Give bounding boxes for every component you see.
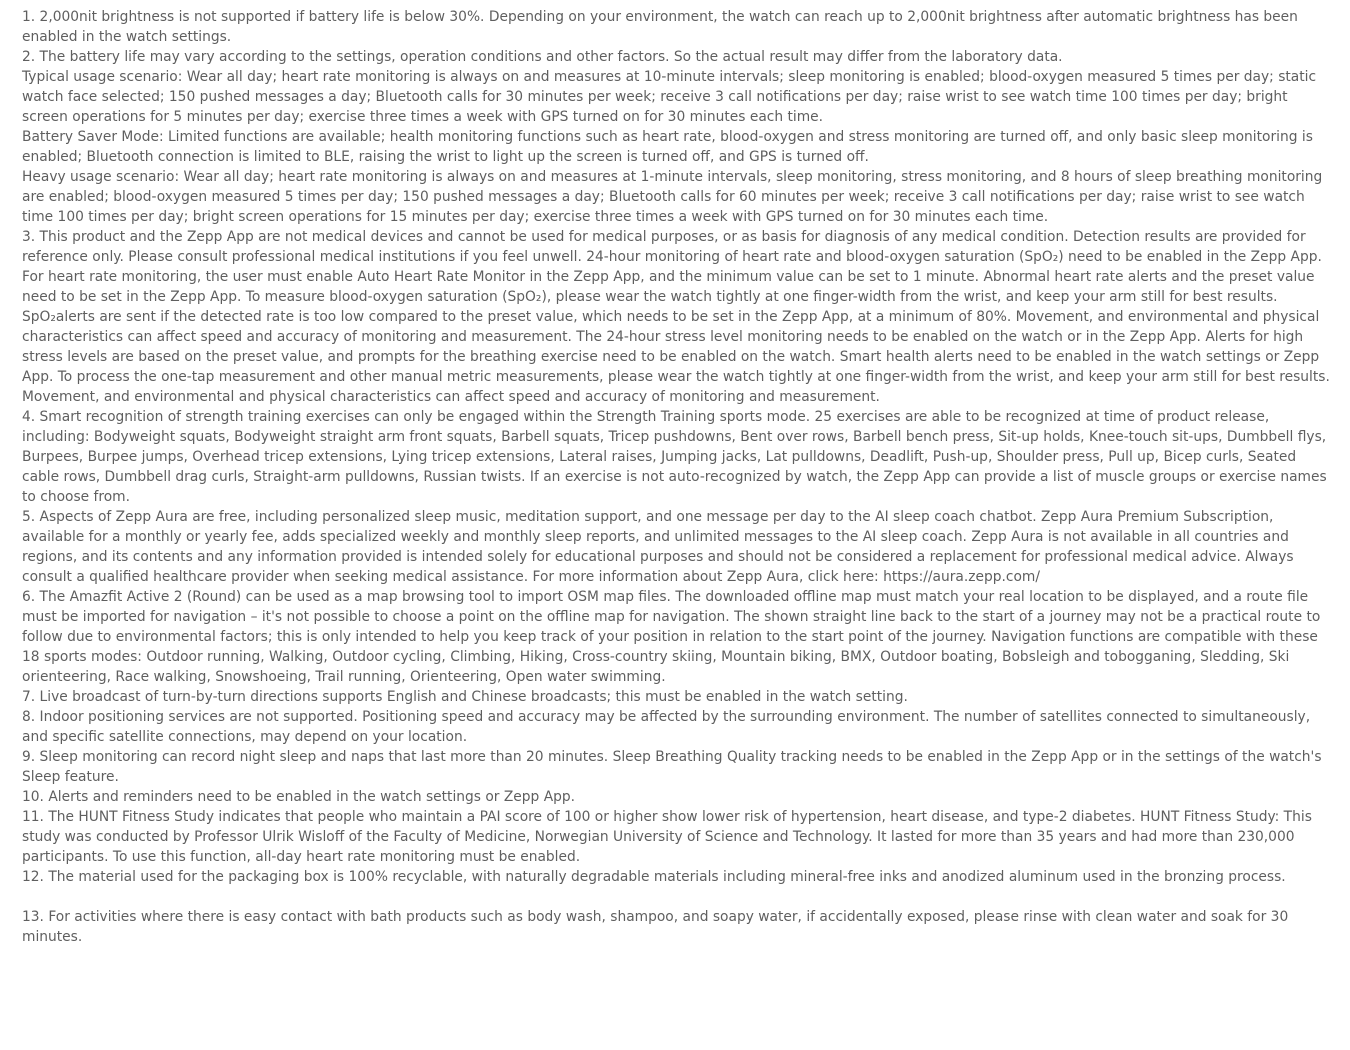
note-9-sleep-monitoring: 9. Sleep monitoring can record night sleep and naps that last more than 20 minutes. Sleep Breathing Quality tracking needs to be enabled in the Zepp App or in the settings of the watch's Sleep feature. <box>22 749 1322 785</box>
note-11-hunt-study: 11. The HUNT Fitness Study indicates that people who maintain a PAI score of 100 or higher show lower risk of hypertension, heart disease, and type-2 diabetes. HUNT Fitness Study: This study was conducted by Professor Ulrik Wisloff of the Faculty of Medicine, Norwegian University of Science and Technology. It lasted for more than 35 years and had more than 230,000 participants. To use this function, all-day heart rate monitoring must be enabled. <box>22 809 1312 865</box>
note-6-maps-navigation: 6. The Amazfit Active 2 (Round) can be used as a map browsing tool to import OSM map files. The downloaded offline map must match your real location to be displayed, and a route file must be imported for navigation – it's not possible to choose a point on the offline map for navigation. The shown straight line back to the start of a journey may not be a practical route to follow due to environmental factors; this is only intended to help you keep track of your position in relation to the start point of the journey. Navigation functions are compatible with these 18 sports modes: Outdoor running, Walking, Outdoor cycling, Climbing, Hiking, Cross-country skiing, Mountain biking, BMX, Outdoor boating, Bobsleigh and tobogganing, Sledding, Ski orienteering, Race walking, Snowshoeing, Trail running, Orienteering, Open water swimming. <box>22 589 1321 685</box>
note-5-zepp-aura: 5. Aspects of Zepp Aura are free, including personalized sleep music, meditation support, and one message per day to the AI sleep coach chatbot. Zepp Aura Premium Subscription, available for a monthly or yearly fee, adds specialized weekly and monthly sleep reports, and unlimited messages to the AI sleep coach. Zepp Aura is not available in all countries and regions, and its contents and any information provided is intended solely for educational purposes and should not be considered a replacement for professional medical advice. Always consult a qualified healthcare provider when seeking medical assistance. For more information about Zepp Aura, click here: https://aura.zepp.com/ <box>22 509 1294 585</box>
note-8-positioning: 8. Indoor positioning services are not supported. Positioning speed and accuracy may be affected by the surrounding environment. The number of satellites connected to simultaneously, and specific satellite connections, may depend on your location. <box>22 709 1311 745</box>
note-10-alerts-reminders: 10. Alerts and reminders need to be enabled in the watch settings or Zepp App. <box>22 789 576 805</box>
note-3-medical: 3. This product and the Zepp App are not medical devices and cannot be used for medical purposes, or as basis for diagnosis of any medical condition. Detection results are provided for reference only. Please consult professional medical institutions if you feel unwell. 24-hour monitoring of heart rate and blood-oxygen saturation (SpO₂) need to be enabled in the Zepp App. For heart rate monitoring, the user must enable Auto Heart Rate Monitor in the Zepp App, and the minimum value can be set to 1 minute. Abnormal heart rate alerts and the preset value need to be set in the Zepp App. To measure blood-oxygen saturation (SpO₂), please wear the watch tightly at one finger-width from the wrist, and keep your arm still for best results. SpO₂alerts are sent if the detected rate is too low compared to the preset value, which needs to be set in the Zepp App, at a minimum of 80%. Movement, and environmental and physical characteristics can affect speed and accuracy of monitoring and measurement. The 24-hour stress level monitoring needs to be enabled on the watch or in the Zepp App. Alerts for high stress levels are based on the preset value, and prompts for the breathing exercise need to be enabled on the watch. Smart health alerts need to be enabled in the watch settings or Zepp App. To process the one-tap measurement and other manual metric measurements, please wear the watch tightly at one finger-width from the wrist, and keep your arm still for best results. Movement, and environmental and physical characteristics can affect speed and accuracy of monitoring and measurement. <box>22 229 1330 405</box>
blank-line <box>22 887 1334 907</box>
note-2-battery: 2. The battery life may vary according to the settings, operation conditions and other factors. So the actual result may differ from the laboratory data. <box>22 49 1063 65</box>
note-2-battery-saver: Battery Saver Mode: Limited functions are available; health monitoring functions such as heart rate, blood-oxygen and stress monitoring are turned off, and only basic sleep monitoring is enabled; Bluetooth connection is limited to BLE, raising the wrist to light up the screen is turned off, and GPS is turned off. <box>22 129 1313 165</box>
note-2-typical-usage: Typical usage scenario: Wear all day; heart rate monitoring is always on and measures at 10-minute intervals; sleep monitoring is enabled; blood-oxygen measured 5 times per day; static watch face selected; 150 pushed messages a day; Bluetooth calls for 30 minutes per week; receive 3 call notifications per day; raise wrist to see watch time 100 times per day; bright screen operations for 5 minutes per day; exercise three times a week with GPS turned on for 30 minutes each time. <box>22 69 1317 125</box>
note-7-live-broadcast: 7. Live broadcast of turn-by-turn directions supports English and Chinese broadcasts; this must be enabled in the watch setting. <box>22 689 908 705</box>
note-4-strength-training: 4. Smart recognition of strength training exercises can only be engaged within the Strength Training sports mode. 25 exercises are able to be recognized at time of product release, including: Bodyweight squats, Bodyweight straight arm front squats, Barbell squats, Tricep pushdowns, Bent over rows, Barbell bench press, Sit-up holds, Knee-touch sit-ups, Dumbbell flys, Burpees, Burpee jumps, Overhead tricep extensions, Lying tricep extensions, Lateral raises, Jumping jacks, Lat pulldowns, Deadlift, Push-up, Shoulder press, Pull up, Bicep curls, Seated cable rows, Dumbbell drag curls, Straight-arm pulldowns, Russian twists. If an exercise is not auto-recognized by watch, the Zepp App can provide a list of muscle groups or exercise names to choose from. <box>22 409 1327 505</box>
note-13-bath-products: 13. For activities where there is easy contact with bath products such as body wash, shampoo, and soapy water, if accidentally exposed, please rinse with clean water and soak for 30 minutes. <box>22 909 1289 945</box>
note-2-heavy-usage: Heavy usage scenario: Wear all day; heart rate monitoring is always on and measures at 1-minute intervals, sleep monitoring, stress monitoring, and 8 hours of sleep breathing monitoring are enabled; blood-oxygen measured 5 times per day; 150 pushed messages a day; Bluetooth calls for 60 minutes per week; receive 3 call notifications per day; raise wrist to see watch time 100 times per day; bright screen operations for 15 minutes per day; exercise three times a week with GPS turned on for 30 minutes each time. <box>22 169 1323 225</box>
note-1-brightness: 1. 2,000nit brightness is not supported if battery life is below 30%. Depending on your environment, the watch can reach up to 2,000nit brightness after automatic brightness has been enabled in the watch settings. <box>22 9 1298 45</box>
note-12-packaging: 12. The material used for the packaging box is 100% recyclable, with naturally degradable materials including mineral-free inks and anodized aluminum used in the bronzing process. <box>22 869 1286 885</box>
